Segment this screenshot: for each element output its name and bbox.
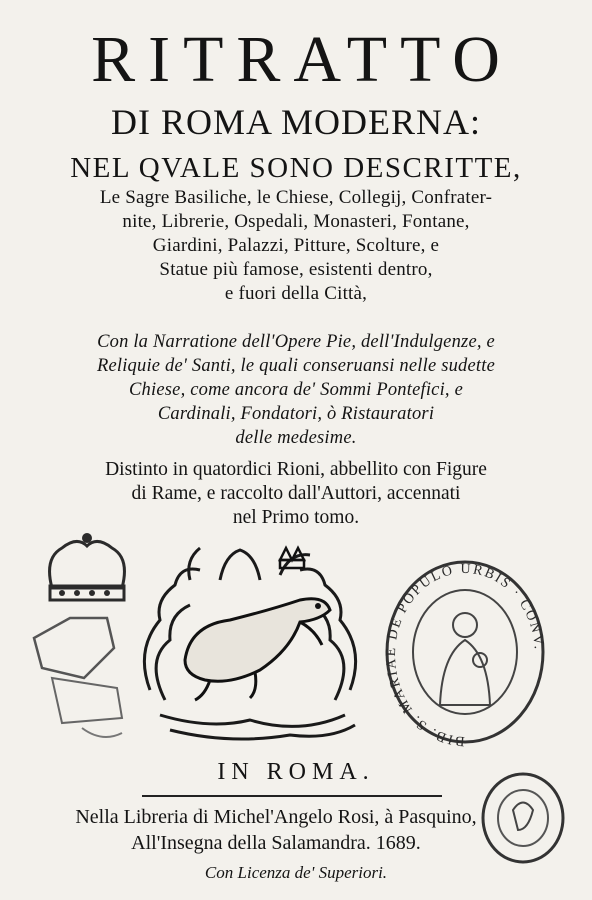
- library-oval-stamp-icon: [380, 555, 550, 750]
- subtitle-line-1: DI ROMA MODERNA:: [110, 102, 482, 142]
- description-line: Le Sagre Basiliche, le Chiese, Collegij, Confrater-: [99, 187, 493, 208]
- imprint-rule: [142, 795, 442, 797]
- description-line: Giardini, Palazzi, Pitture, Scolture, e: [152, 235, 440, 256]
- distinction-line: di Rame, e raccolto dall'Auttori, accennati: [131, 483, 461, 504]
- salamander-device-icon: [130, 540, 370, 750]
- italic-line: Cardinali, Fondatori, ò Ristauratori: [157, 404, 435, 424]
- italic-line: Con la Narratione dell'Opere Pie, dell'Indulgenze, e: [97, 332, 495, 352]
- stamp-text: BIB. S. MARIAE DE POPULO URBIS · CONV.: [383, 561, 546, 749]
- distinction-line: nel Primo tomo.: [232, 507, 360, 528]
- subtitle-line-2: NEL QVALE SONO DESCRITTE,: [70, 152, 522, 184]
- book-title: RITRATTO: [91, 23, 513, 96]
- description-line: e fuori della Città,: [224, 283, 368, 304]
- italic-line: Reliquie de' Santi, le quali conseruansi nelle sudette: [96, 356, 496, 376]
- description-line: nite, Librerie, Ospedali, Monasteri, Fontane,: [122, 211, 470, 232]
- imprint-place: IN ROMA.: [217, 759, 375, 785]
- publisher-line: All'Insegna della Salamandra. 1689.: [131, 832, 421, 854]
- italic-line: delle medesime.: [235, 428, 357, 448]
- italic-line: Chiese, come ancora de' Sommi Pontefici, e: [129, 380, 463, 400]
- distinction-line: Distinto in quatordici Rioni, abbellito con Figure: [105, 459, 487, 480]
- publisher-line: Nella Libreria di Michel'Angelo Rosi, à Pasquino,: [75, 806, 477, 828]
- license-line: Con Licenza de' Superiori.: [204, 863, 388, 882]
- description-line: Statue più famose, esistenti dentro,: [159, 259, 433, 280]
